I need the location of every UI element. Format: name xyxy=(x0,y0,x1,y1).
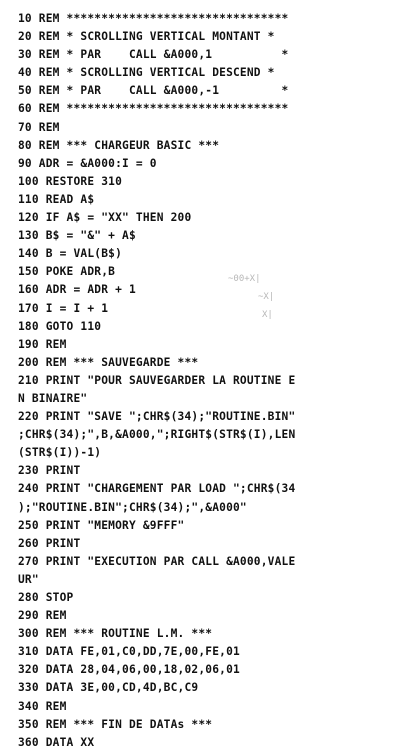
code-line: 30 REM * PAR CALL &A000,1 * xyxy=(18,48,289,62)
code-line: 350 REM *** FIN DE DATAs *** xyxy=(18,717,213,731)
code-line: 250 PRINT "MEMORY &9FFF" xyxy=(18,518,185,532)
show-through-mark: ~X| xyxy=(258,292,275,302)
code-line: (STR$(I))-1) xyxy=(18,446,102,460)
code-line: 20 REM * SCROLLING VERTICAL MONTANT * xyxy=(18,30,275,44)
code-line: 80 REM *** CHARGEUR BASIC *** xyxy=(18,138,220,152)
code-line: 180 GOTO 110 xyxy=(18,319,102,333)
show-through-mark: X| xyxy=(262,310,273,320)
code-line: 270 PRINT "EXECUTION PAR CALL &A000,VALE xyxy=(18,554,296,568)
code-line: 150 POKE ADR,B xyxy=(18,265,116,279)
code-line: 60 REM ******************************** xyxy=(18,102,289,116)
code-line: 110 READ A$ xyxy=(18,192,95,206)
basic-listing xyxy=(18,10,406,752)
code-line: 200 REM *** SAUVEGARDE *** xyxy=(18,355,199,369)
show-through-mark: ~00+X| xyxy=(228,274,261,284)
code-line: 160 ADR = ADR + 1 xyxy=(18,283,136,297)
code-line: 360 DATA XX xyxy=(18,735,95,749)
code-line: 260 PRINT xyxy=(18,536,81,550)
code-line: 130 B$ = "&" + A$ xyxy=(18,229,136,243)
code-line: 10 REM ******************************** xyxy=(18,12,289,25)
code-line: 340 REM xyxy=(18,699,67,713)
code-line: 280 STOP xyxy=(18,591,74,604)
code-line: 120 IF A$ = "XX" THEN 200 xyxy=(18,211,192,225)
code-line: 210 PRINT "POUR SAUVEGARDER LA ROUTINE E xyxy=(18,373,296,387)
code-line: UR" xyxy=(18,572,39,586)
code-line: 50 REM * PAR CALL &A000,-1 * xyxy=(18,84,289,98)
code-line: 310 DATA FE,01,C0,DD,7E,00,FE,01 xyxy=(18,645,240,659)
code-line: 220 PRINT "SAVE ";CHR$(34);"ROUTINE.BIN" xyxy=(18,410,296,424)
code-line: 230 PRINT xyxy=(18,464,81,478)
code-line: 90 ADR = &A000:I = 0 xyxy=(18,156,157,170)
code-line: 100 RESTORE 310 xyxy=(18,174,123,188)
code-line: 300 REM *** ROUTINE L.M. *** xyxy=(18,627,213,641)
code-line: 40 REM * SCROLLING VERTICAL DESCEND * xyxy=(18,66,275,80)
code-line: 190 REM xyxy=(18,337,67,351)
code-line: 240 PRINT "CHARGEMENT PAR LOAD ";CHR$(34 xyxy=(18,482,296,496)
code-line: 320 DATA 28,04,06,00,18,02,06,01 xyxy=(18,663,240,677)
code-line: ;CHR$(34);",B,&A000,";RIGHT$(STR$(I),LEN xyxy=(18,428,296,442)
code-line: 70 REM xyxy=(18,120,60,134)
code-line: N BINAIRE" xyxy=(18,391,88,405)
code-line: );"ROUTINE.BIN";CHR$(34);",&A000" xyxy=(18,500,247,514)
code-line: 290 REM xyxy=(18,609,67,623)
code-line: 330 DATA 3E,00,CD,4D,BC,C9 xyxy=(18,681,199,695)
code-line: 170 I = I + 1 xyxy=(18,301,109,315)
code-line: 140 B = VAL(B$) xyxy=(18,247,123,261)
